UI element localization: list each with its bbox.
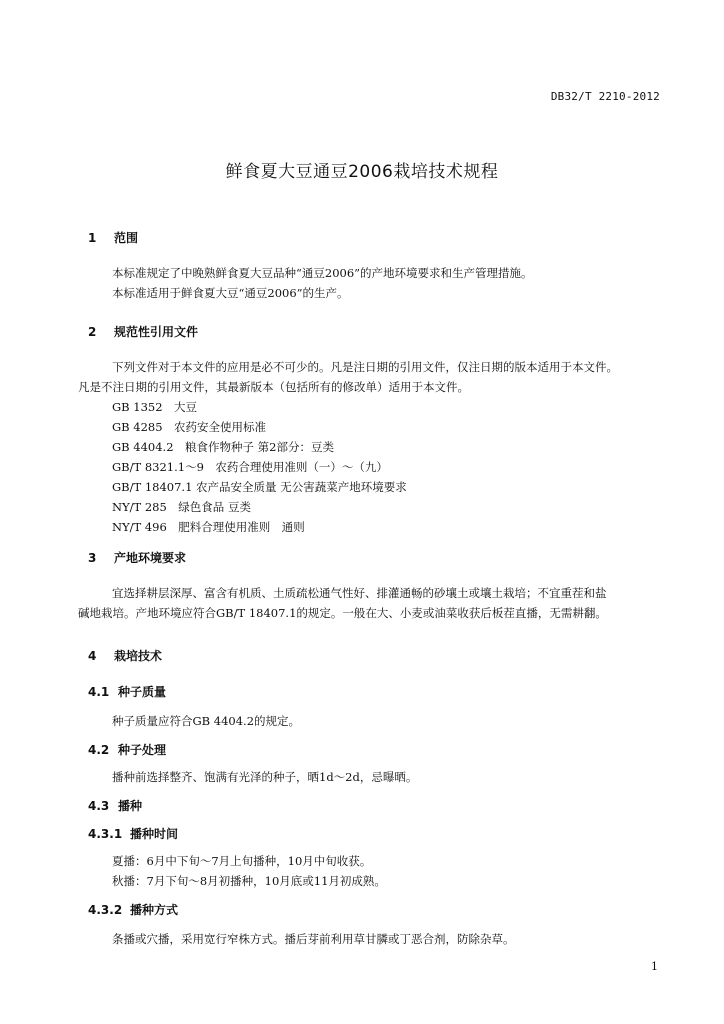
page-number: 1 [651, 960, 658, 973]
doc-code: DB32/T 2210-2012 [550, 90, 660, 103]
section-2-heading [88, 323, 198, 340]
section-4-3-1-body [88, 851, 658, 891]
reference-item: NY/T 496 肥料合理使用准则 通则 [112, 520, 305, 534]
paragraph-line: 本标准规定了中晚熟鲜食夏大豆品种“通豆2006”的产地环境要求和生产管理措施。 [112, 266, 533, 280]
paragraph-line: 下列文件对于本文件的应用是必不可少的。凡是注日期的引用文件，仅注日期的版本适用于本文件。 [112, 360, 618, 374]
section-number: 4.2 [88, 743, 110, 757]
section-4-3-2-heading [88, 901, 178, 918]
section-4-1-heading [88, 683, 166, 700]
paragraph-line: 条播或穴播，采用宽行窄株方式。播后芽前利用草甘膦或丁恶合剂，防除杂草。 [112, 932, 515, 946]
section-4-2-heading [88, 741, 166, 758]
section-title: 播种时间 [130, 827, 179, 841]
reference-item: GB 4285 农药安全使用标准 [112, 420, 267, 434]
section-4-3-1-heading [88, 825, 178, 842]
section-4-3-heading [88, 797, 142, 814]
section-title: 规范性引用文件 [114, 325, 199, 339]
section-3-heading [88, 549, 186, 566]
page-title: 鲜食夏大豆通豆2006栽培技术规程 [225, 162, 499, 182]
paragraph-line: 本标准适用于鲜食夏大豆“通豆2006”的生产。 [112, 286, 349, 300]
section-title: 播种 [118, 799, 143, 813]
reference-item: GB/T 18407.1 农产品安全质量 无公害蔬菜产地环境要求 [112, 480, 407, 494]
section-number: 2 [88, 325, 97, 339]
reference-list [88, 397, 658, 537]
section-title: 种子处理 [118, 743, 167, 757]
reference-item: NY/T 285 绿色食品 豆类 [112, 500, 251, 514]
section-title: 栽培技术 [114, 649, 163, 663]
paragraph-line: 夏播：6月中下旬～7月上旬播种，10月中旬收获。 [112, 854, 372, 868]
section-4-2-body [88, 767, 658, 787]
section-1-body [88, 263, 658, 303]
section-number: 4.3 [88, 799, 110, 813]
section-3-body-cont [78, 603, 648, 623]
section-4-3-2-body [88, 929, 658, 949]
paragraph-line: 宜选择耕层深厚、富含有机质、土质疏松通气性好、排灌通畅的砂壤土或壤土栽培；不宜重茬和盐 [112, 586, 607, 600]
paragraph-line: 凡是不注日期的引用文件，其最新版本（包括所有的修改单）适用于本文件。 [78, 380, 469, 394]
section-2-body [88, 357, 658, 377]
section-1-heading [88, 229, 138, 246]
section-title: 种子质量 [118, 685, 167, 699]
section-title: 播种方式 [130, 903, 179, 917]
section-title: 产地环境要求 [114, 551, 187, 565]
section-4-1-body [88, 711, 658, 731]
paragraph-line: 种子质量应符合GB 4404.2的规定。 [112, 714, 301, 728]
reference-item: GB 1352 大豆 [112, 400, 198, 414]
section-number: 4 [88, 649, 97, 663]
section-3-body [88, 583, 658, 603]
paragraph-line: 秋播：7月下旬～8月初播种，10月底或11月初成熟。 [112, 874, 386, 888]
section-number: 4.1 [88, 685, 110, 699]
paragraph-line: 碱地栽培。产地环境应符合GB/T 18407.1的规定。一般在大、小麦或油菜收获后板茬直播，无需耕翻。 [78, 606, 607, 620]
section-number: 1 [88, 231, 97, 245]
section-2-body-cont [78, 377, 648, 397]
reference-item: GB 4404.2 粮食作物种子 第2部分：豆类 [112, 440, 335, 454]
section-number: 4.3.2 [88, 903, 123, 917]
section-number: 4.3.1 [88, 827, 123, 841]
section-4-heading [88, 647, 162, 664]
reference-item: GB/T 8321.1～9 农药合理使用准则（一）～（九） [112, 460, 388, 474]
paragraph-line: 播种前选择整齐、饱满有光泽的种子，晒1d～2d，忌曝晒。 [112, 770, 418, 784]
section-title: 范围 [114, 231, 139, 245]
section-number: 3 [88, 551, 97, 565]
